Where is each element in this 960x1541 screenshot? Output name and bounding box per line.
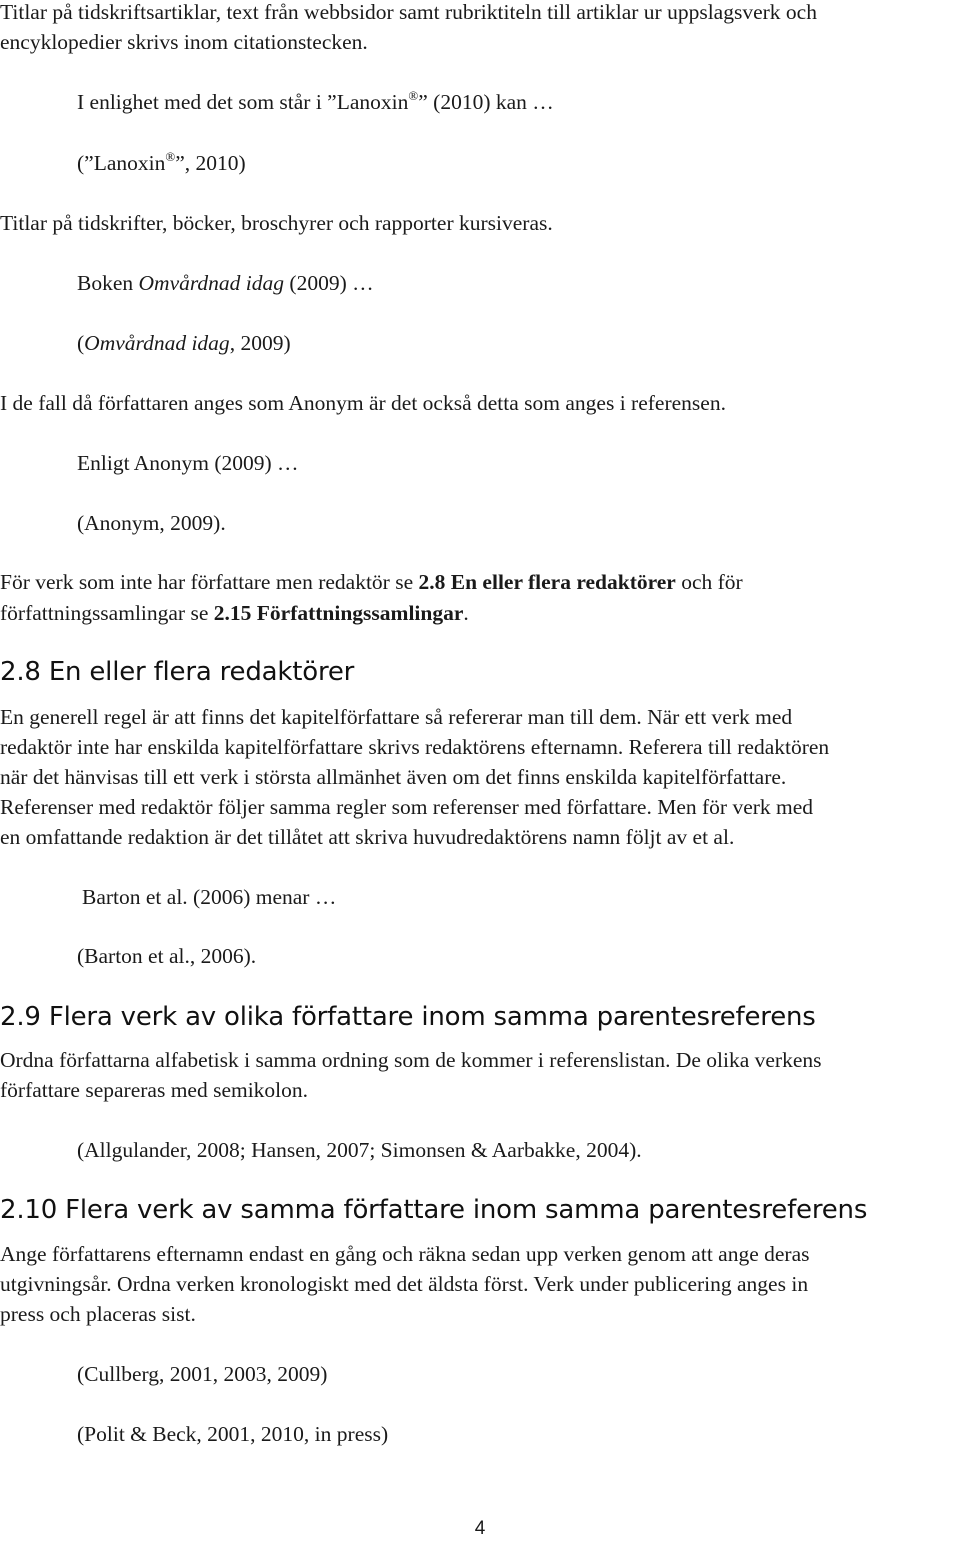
example-omvardnad-parenthetical: (Omvårdnad idag, 2009)	[77, 331, 291, 355]
paragraph-editor-reference-line-1: För verk som inte har författare men redaktör se 2.8 En eller flera redaktörer och för	[0, 570, 743, 594]
section-heading-2-8: 2.8 En eller flera redaktörer	[0, 657, 355, 687]
example-lanoxin-narrative: I enlighet med det som står i ”Lanoxin®” (2010) kan …	[77, 88, 554, 114]
paragraph-same-author-line-2: utgivningsår. Ordna verken kronologiskt med det äldsta först. Verk under publicering anges in	[0, 1272, 809, 1296]
example-anonym-narrative: Enligt Anonym (2009) …	[77, 451, 299, 475]
paragraph-editors-line-4: Referenser med redaktör följer samma regler som referenser med författare. Men för verk med	[0, 795, 814, 819]
paragraph-same-author-line-1: Ange författarens efternamn endast en gång och räkna sedan upp verken genom att ange deras	[0, 1242, 810, 1266]
paragraph-quotes-rule-line-1: Titlar på tidskriftsartiklar, text från webbsidor samt rubriktiteln till artiklar ur uppslagsverk och	[0, 0, 817, 24]
example-polit-beck: (Polit & Beck, 2001, 2010, in press)	[77, 1422, 389, 1446]
registered-mark: ®	[165, 149, 176, 164]
example-lanoxin-parenthetical: (”Lanoxin®”, 2010)	[77, 149, 246, 175]
section-heading-2-9: 2.9 Flera verk av olika författare inom samma parentesreferens	[0, 1002, 816, 1032]
paragraph-editors-line-3: när det hänvisas till ett verk i största allmänhet även om det finns enskilda kapitelförfattare.	[0, 765, 787, 789]
paragraph-editors-line-2: redaktör inte har enskilda kapitelförfattare skrivs redaktörens efternamn. Referera till redaktören	[0, 735, 830, 759]
paragraph-editor-reference-line-2: författningssamlingar se 2.15 Författningssamlingar.	[0, 601, 469, 625]
example-barton-narrative: Barton et al. (2006) menar …	[82, 885, 337, 909]
paragraph-quotes-rule-line-2: encyklopedier skrivs inom citationstecken.	[0, 30, 368, 54]
paragraph-editors-line-1: En generell regel är att finns det kapitelförfattare så refererar man till dem. När ett verk med	[0, 705, 793, 729]
example-anonym-parenthetical: (Anonym, 2009).	[77, 511, 226, 535]
page-number: 4	[474, 1518, 486, 1539]
paragraph-editors-line-5: en omfattande redaktion är det tillåtet att skriva huvudredaktörens namn följt av et al.	[0, 825, 735, 849]
registered-mark: ®	[408, 88, 419, 103]
example-multiple-authors: (Allgulander, 2008; Hansen, 2007; Simonsen & Aarbakke, 2004).	[77, 1138, 642, 1162]
paragraph-multiple-authors-line-2: författare separeras med semikolon.	[0, 1078, 309, 1102]
example-omvardnad-narrative: Boken Omvårdnad idag (2009) …	[77, 271, 374, 295]
section-heading-2-10: 2.10 Flera verk av samma författare inom samma parentesreferens	[0, 1195, 868, 1225]
paragraph-anonym-rule: I de fall då författaren anges som Anonym är det också detta som anges i referensen.	[0, 391, 726, 415]
example-cullberg: (Cullberg, 2001, 2003, 2009)	[77, 1362, 328, 1386]
paragraph-multiple-authors-line-1: Ordna författarna alfabetisk i samma ordning som de kommer i referenslistan. De olika verkens	[0, 1048, 822, 1072]
paragraph-italics-rule: Titlar på tidskrifter, böcker, broschyrer och rapporter kursiveras.	[0, 211, 553, 235]
example-barton-parenthetical: (Barton et al., 2006).	[77, 944, 257, 968]
paragraph-same-author-line-3: press och placeras sist.	[0, 1302, 196, 1326]
